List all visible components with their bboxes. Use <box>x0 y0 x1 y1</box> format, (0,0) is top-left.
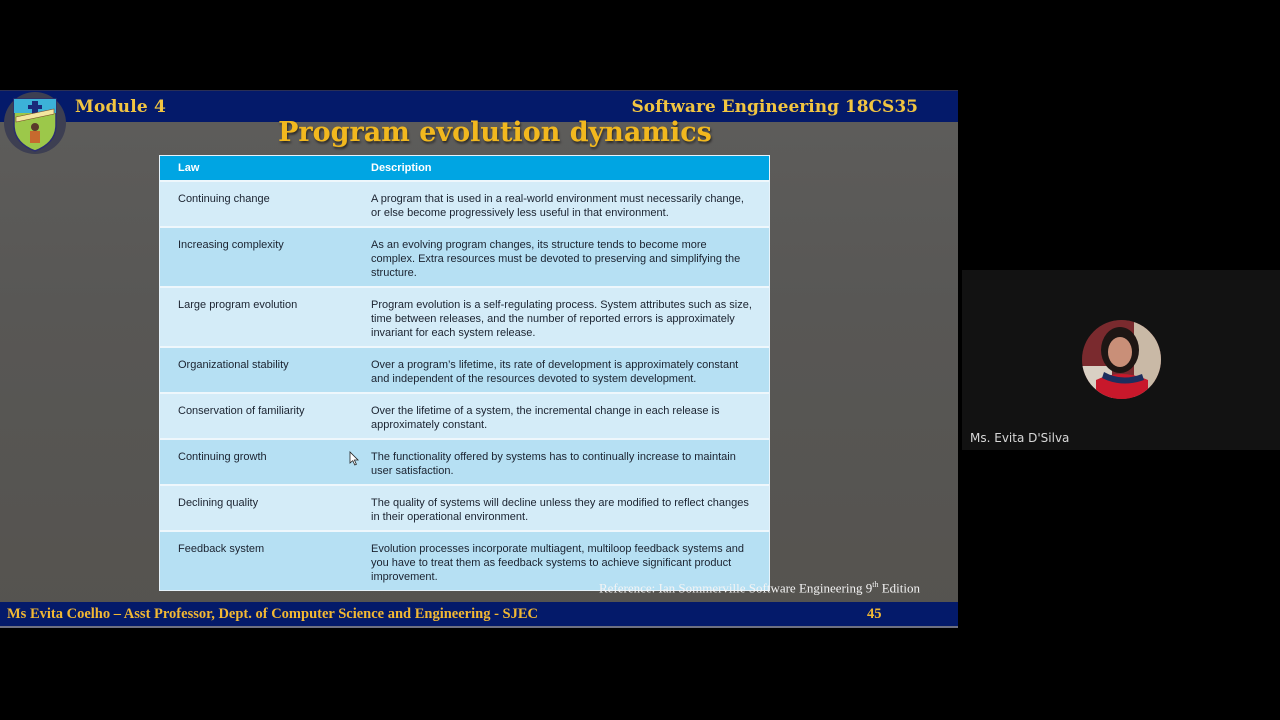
table-row <box>160 347 769 393</box>
reference-superscript: th <box>872 580 879 589</box>
avatar-photo-icon <box>1082 320 1161 399</box>
mouse-pointer-icon <box>349 451 359 466</box>
table-row <box>160 287 769 347</box>
laws-table <box>160 156 769 590</box>
law-cell: Continuing change <box>160 181 371 227</box>
slide-footer <box>0 602 958 628</box>
table-row <box>160 181 769 227</box>
participant-name: Ms. Evita D'Silva <box>970 431 1070 445</box>
avatar-illustration <box>1082 320 1161 399</box>
table-row <box>160 227 769 287</box>
page-number: 45 <box>867 606 882 622</box>
law-cell: Declining quality <box>160 485 371 531</box>
law-cell: Large program evolution <box>160 287 371 347</box>
description-cell: Evolution processes incorporate multiagent, multiloop feedback systems and you have to treat them as feedback systems to achieve significant product improvement. <box>371 531 769 590</box>
column-header-description: Description <box>371 156 769 181</box>
description-cell: The quality of systems will decline unless they are modified to reflect changes in their operational environment. <box>371 485 769 531</box>
description-cell: Program evolution is a self-regulating process. System attributes such as size, time between releases, and the number of reported errors is approximately invariant for each system release. <box>371 287 769 347</box>
reference-suffix: Edition <box>878 580 920 596</box>
law-cell: Continuing growth <box>160 439 371 485</box>
table-header-row <box>160 156 769 181</box>
table-row <box>160 439 769 485</box>
module-label: Module 4 <box>75 97 167 117</box>
slide-title: Program evolution dynamics <box>278 117 712 148</box>
law-cell: Increasing complexity <box>160 227 371 287</box>
law-cell: Organizational stability <box>160 347 371 393</box>
description-cell: Over the lifetime of a system, the incremental change in each release is approximately constant. <box>371 393 769 439</box>
table-row <box>160 393 769 439</box>
column-header-law: Law <box>160 156 371 181</box>
table-row <box>160 485 769 531</box>
shared-slide <box>0 90 958 628</box>
reference-text: Reference: Ian Sommerville Software Engineering 9 <box>598 580 873 596</box>
description-cell: A program that is used in a real-world environment must necessarily change, or else become progressively less useful in that environment. <box>371 181 769 227</box>
course-label: Software Engineering 18CS35 <box>631 97 918 117</box>
law-cell: Feedback system <box>160 531 371 590</box>
participant-tile[interactable] <box>962 270 1280 450</box>
reference-note <box>599 580 920 596</box>
law-cell: Conservation of familiarity <box>160 393 371 439</box>
description-cell: Over a program’s lifetime, its rate of development is approximately constant and independent of the resources devoted to system development. <box>371 347 769 393</box>
footer-author: Ms Evita Coelho – Asst Professor, Dept. of Computer Science and Engineering - SJEC <box>7 606 538 622</box>
description-cell: As an evolving program changes, its structure tends to become more complex. Extra resources must be devoted to preserving and simplifying the structure. <box>371 227 769 287</box>
description-cell: The functionality offered by systems has to continually increase to maintain user satisfaction. <box>371 439 769 485</box>
